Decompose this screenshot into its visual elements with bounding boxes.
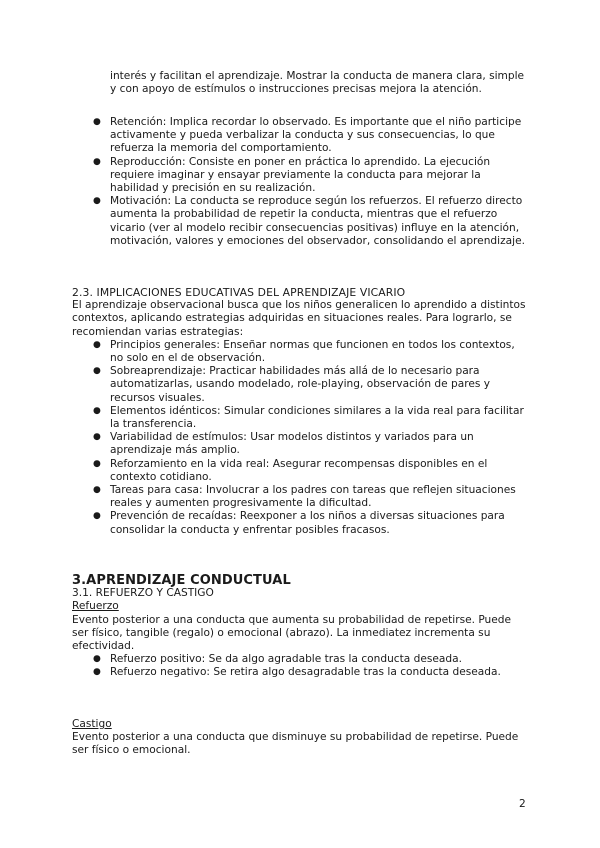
learning-phases-list (93, 116, 528, 248)
list-item: ● Motivación: La conducta se reproduce según los refuerzos. El refuerzo directo aumenta la probabilidad de repetir la conducta, mientras que el refuerzo vicario (ver al modelo recibir consecuencias positivas) influye en la atención, motivación, valores y emociones del observador, consolidando el aprendizaje. (93, 195, 525, 247)
bullet-icon: ● (93, 405, 101, 416)
list-item: ● Tareas para casa: Involucrar a los padres con tareas que reflejen situaciones reales y aumenten progresivamente la dificultad. (93, 484, 516, 510)
bullet-icon: ● (93, 156, 101, 167)
subsection-heading: 3.1. REFUERZO Y CASTIGO (72, 587, 214, 600)
section-2-3 (72, 286, 528, 537)
page-number: 2 (519, 798, 526, 810)
continuation-paragraph: interés y facilitan el aprendizaje. Mostrar la conducta de manera clara, simple y con apoyo de estímulos o instrucciones precisas mejora la atención. (110, 70, 525, 96)
bullet-icon: ● (93, 196, 101, 207)
section-heading: 2.3. IMPLICACIONES EDUCATIVAS DEL APRENDIZAJE VICARIO (72, 286, 406, 299)
bullet-icon: ● (93, 654, 101, 665)
bullet-icon: ● (93, 366, 101, 377)
bullet-icon: ● (93, 117, 101, 127)
list-item: ● Prevención de recaídas: Reexponer a los niños a diversas situaciones para consolidar la conducta y enfrentar posibles fracasos. (93, 510, 505, 536)
section-intro: El aprendizaje observacional busca que los niños generalicen lo aprendido a distintos contextos, aplicando estrategias adquiridas en situaciones reales. Para lograrlo, se recomiendan varias estrategias: (72, 299, 526, 338)
list-item: ● Elementos idénticos: Simular condiciones similares a la vida real para facilitar la transferencia. (93, 404, 524, 431)
bullet-icon: ● (93, 511, 101, 522)
bullet-icon: ● (93, 432, 101, 443)
chapter-heading: 3.APRENDIZAJE CONDUCTUAL (72, 573, 291, 588)
list-item: ● Reforzamiento en la vida real: Asegurar recompensas disponibles en el contexto cotidiano. (93, 457, 488, 483)
bullet-icon: ● (93, 339, 101, 350)
list-item: ● Refuerzo positivo: Se da algo agradable tras la conducta deseada. (93, 653, 462, 666)
list-item: ● Retención: Implica recordar lo observado. Es importante que el niño participe activamente y pueda verbalizar la conducta y sus consecuencias, lo que refuerza la memoria del comportamiento. (93, 116, 522, 155)
bullet-icon: ● (93, 458, 101, 469)
castigo-definition: Evento posterior a una conducta que disminuye su probabilidad de repetirse. Puede ser físico o emocional. (72, 731, 519, 757)
refuerzo-definition: Evento posterior a una conducta que aumenta su probabilidad de repetirse. Puede ser físico, tangible (regalo) o emocional (abrazo). La inmediatez incrementa su efectividad. (72, 613, 512, 653)
refuerzo-types-list (93, 653, 528, 679)
list-item: ● Principios generales: Enseñar normas que funcionen en todos los contextos, no solo en el de observación. (93, 338, 515, 365)
castigo-section (72, 718, 528, 758)
castigo-title: Castigo (72, 718, 112, 730)
section-3 (72, 574, 528, 680)
strategies-list (93, 338, 528, 537)
list-item: ● Sobreaprendizaje: Practicar habilidades más allá de lo necesario para automatizarlas, usando modelado, role-playing, observación de pares y recursos visuales. (93, 365, 491, 404)
list-item: ● Reproducción: Consiste en poner en práctica lo aprendido. La ejecución requiere imaginar y ensayar previamente la conducta para mejorar la habilidad y precisión en su realización. (93, 155, 491, 195)
bullet-icon: ● (93, 667, 101, 678)
refuerzo-title: Refuerzo (72, 600, 119, 613)
list-item: ● Variabilidad de estímulos: Usar modelos distintos y variados para un aprendizaje más amplio. (93, 431, 474, 457)
bullet-icon: ● (93, 485, 101, 496)
list-item: ● Refuerzo negativo: Se retira algo desagradable tras la conducta deseada. (93, 666, 501, 679)
